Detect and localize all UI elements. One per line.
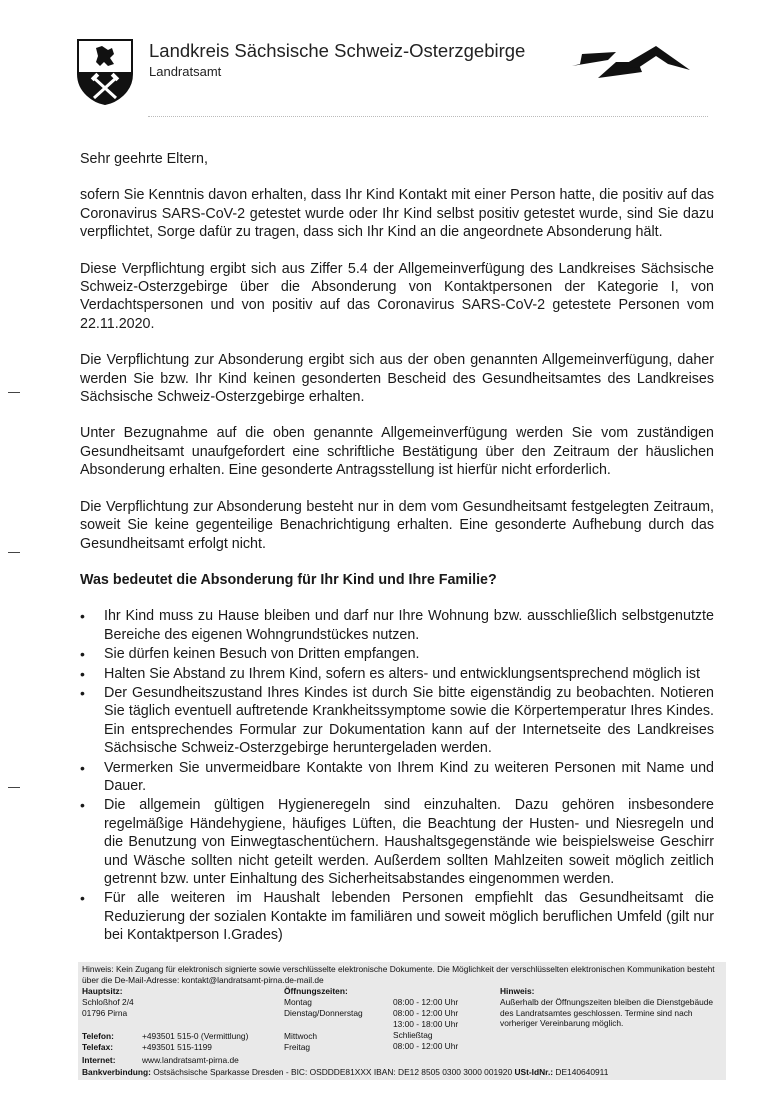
internet-link[interactable]: www.landratsamt-pirna.de <box>142 1055 239 1065</box>
list-item-text: Vermerken Sie unvermeidbare Kontakte von Ihrem Kind zu weiteren Personen mit Name und Dauer. <box>104 759 714 794</box>
list-item-text: Sie dürfen keinen Besuch von Dritten empfangen. <box>104 646 420 663</box>
hint-text: Außerhalb der Öffnungszeiten bleiben die Dienstgebäude des Landratsamtes geschlossen. Termine sind nach vorheriger Vereinbarung möglich. <box>500 997 714 1029</box>
bullet-icon: • <box>80 665 85 682</box>
organization-name: Landkreis Sächsische Schweiz-Osterzgebirge <box>149 40 526 61</box>
fold-mark <box>8 787 20 788</box>
header-divider <box>148 116 708 118</box>
bullet-icon: • <box>80 759 85 776</box>
salutation: Sehr geehrte Eltern, <box>80 151 208 167</box>
bullet-icon: • <box>80 890 85 907</box>
bullet-icon: • <box>80 797 85 814</box>
list-item-text: Ihr Kind muss zu Hause bleiben und darf nur Ihre Wohnung bzw. ausschließlich selbstgenutzte Bereiche des eigenen Wohngrundstückes nutzen. <box>104 608 714 643</box>
list-item <box>80 889 714 944</box>
paragraph: Diese Verpflichtung ergibt sich aus Ziffer 5.4 der Allgemeinverfügung des Landkreises Sächsische Schweiz-Osterzgebirge über die Absonderung von Kontaktpersonen der Kategorie I, von Verdachtspersonen und von positiv auf das Coronavirus SARS-CoV-2 getestete Personen vom 22.11.2020. <box>80 260 714 332</box>
hours-time: 08:00 - 12:00 Uhr <box>393 997 459 1007</box>
phone-value: +493501 515-0 (Vermittlung) <box>142 1031 249 1041</box>
hint-label: Hinweis: <box>500 986 535 996</box>
fax-label: Telefax: <box>82 1042 114 1052</box>
hauptsitz-label: Hauptsitz: <box>82 986 123 996</box>
hours-time: Schließtag <box>393 1030 433 1040</box>
section-heading: Was bedeutet die Absonderung für Ihr Kind und Ihre Familie? <box>80 571 497 588</box>
hours-time: 08:00 - 12:00 Uhr <box>393 1008 459 1018</box>
bullet-icon: • <box>80 684 85 701</box>
hours-days: Montag <box>284 997 312 1007</box>
paragraph: Unter Bezugnahme auf die oben genannte Allgemeinverfügung werden Sie vom zuständigen Gesundheitsamt unaufgefordert eine schriftliche Bestätigung über den Zeitraum der häuslichen Absonderung erhalten. Eine gesonderte Antragsstellung ist hierfür nicht erforderlich. <box>80 425 714 479</box>
fold-mark <box>8 392 20 393</box>
list-item <box>80 796 714 888</box>
fax-value: +493501 515-1199 <box>142 1042 212 1052</box>
hours-time: 13:00 - 18:00 Uhr <box>393 1019 459 1029</box>
bullet-list <box>80 607 714 944</box>
hours-days: Freitag <box>284 1042 311 1052</box>
bank-label: Bankverbindung: <box>82 1067 151 1077</box>
bullet-icon: • <box>80 608 85 625</box>
hours-time: 08:00 - 12:00 Uhr <box>393 1041 459 1051</box>
footer-note: Hinweis: Kein Zugang für elektronisch signierte sowie verschlüsselte elektronische Dokumente. Die Möglichkeit der verschlüsselten elektronischen Kommunikation besteht über die De-Mail-Adresse: kontakt@landratsamt-pirna.de-mail.de <box>82 964 715 985</box>
list-item-text: Halten Sie Abstand zu Ihrem Kind, sofern es alters- und entwicklungsentsprechend möglich ist <box>104 665 701 682</box>
bullet-icon: • <box>80 646 85 663</box>
hours-label: Öffnungszeiten: <box>284 986 348 996</box>
list-item <box>80 607 714 644</box>
hours-days: Dienstag/Donnerstag <box>284 1008 363 1018</box>
list-item <box>80 759 714 796</box>
paragraph: sofern Sie Kenntnis davon erhalten, dass Ihr Kind Kontakt mit einer Person hatte, die positiv auf das Coronavirus SARS-CoV-2 getestet wurde oder Ihr Kind selbst positiv getestet wurde, sind Sie dazu verpflichtet, Sorge dafür zu tragen, dass sich Ihr Kind an die angeordnete Absonderung hält. <box>80 187 714 241</box>
punch-mark <box>8 552 20 553</box>
bank-details <box>82 1067 608 1078</box>
list-item-text: Für alle weiteren im Haushalt lebenden Personen empfiehlt das Gesundheitsamt die Reduzierung der sozialen Kontakte im familiären und soweit möglich beruflichen Umfeld (gilt nur bei Kontaktperson I.Grades) <box>104 890 714 944</box>
coat-of-arms-icon <box>76 38 134 106</box>
phone-label: Telefon: <box>82 1031 114 1041</box>
list-item-text: Der Gesundheitszustand Ihres Kindes ist durch Sie bitte eigenständig zu beobachten. Notieren Sie täglich eventuell auftretende Krankheitssymptome sowie die Körpertemperatur Ihres Kindes. Ein entsprechendes Formular zur Dokumentation kann auf der Internetseite des Landkreises Sächsische Schweiz-Osterzgebirge heruntergeladen werden. <box>104 684 714 757</box>
internet-label: Internet: <box>82 1055 116 1065</box>
address-street: Schloßhof 2/4 <box>82 997 134 1007</box>
list-item <box>80 665 714 683</box>
organization-subtitle: Landratsamt <box>149 64 222 79</box>
hours-days: Mittwoch <box>284 1031 318 1041</box>
paragraph: Die Verpflichtung zur Absonderung ergibt sich aus der oben genannten Allgemeinverfügung, daher werden Sie bzw. Ihr Kind keinen gesonderten Bescheid des Gesundheitsamtes des Landkreises Sächsische Schweiz-Osterzgebirge erhalten. <box>80 352 714 406</box>
list-item <box>80 645 714 663</box>
mountain-logo-icon <box>572 42 692 82</box>
letter-footer <box>78 962 726 1080</box>
list-item <box>80 684 714 758</box>
address-city: 01796 Pirna <box>82 1008 128 1018</box>
letter-body <box>80 150 714 946</box>
paragraph: Die Verpflichtung zur Absonderung besteht nur in dem vom Gesundheitsamt festgelegten Zeitraum, soweit Sie keine gegenteilige Benachrichtigung erhalten. Eine gesonderte Aufhebung durch das Gesundheitsamt erfolgt nicht. <box>80 498 714 552</box>
bank-value: Ostsächsische Sparkasse Dresden - BIC: OSDDDE81XXX IBAN: DE12 8505 0300 3000 001920 <box>153 1067 513 1077</box>
ust-value: DE140640911 <box>555 1067 609 1077</box>
list-item-text: Die allgemein gültigen Hygieneregeln sind einzuhalten. Dazu gehören insbesondere regelmäßige Händehygiene, häufiges Lüften, die Beachtung der Husten- und Niesregeln und die Benutzung von Einwegtaschentüchern. Haushaltsgegenstände wie beispielsweise Geschirr und Wäsche sollten nicht geteilt werden. Außerdem sollten Mahlzeiten soweit möglich zeitlich getrennt bzw. unter Einhaltung des Sicherheitsabstandes eingenommen werden. <box>104 797 714 887</box>
ust-label: USt-IdNr.: <box>514 1067 554 1077</box>
